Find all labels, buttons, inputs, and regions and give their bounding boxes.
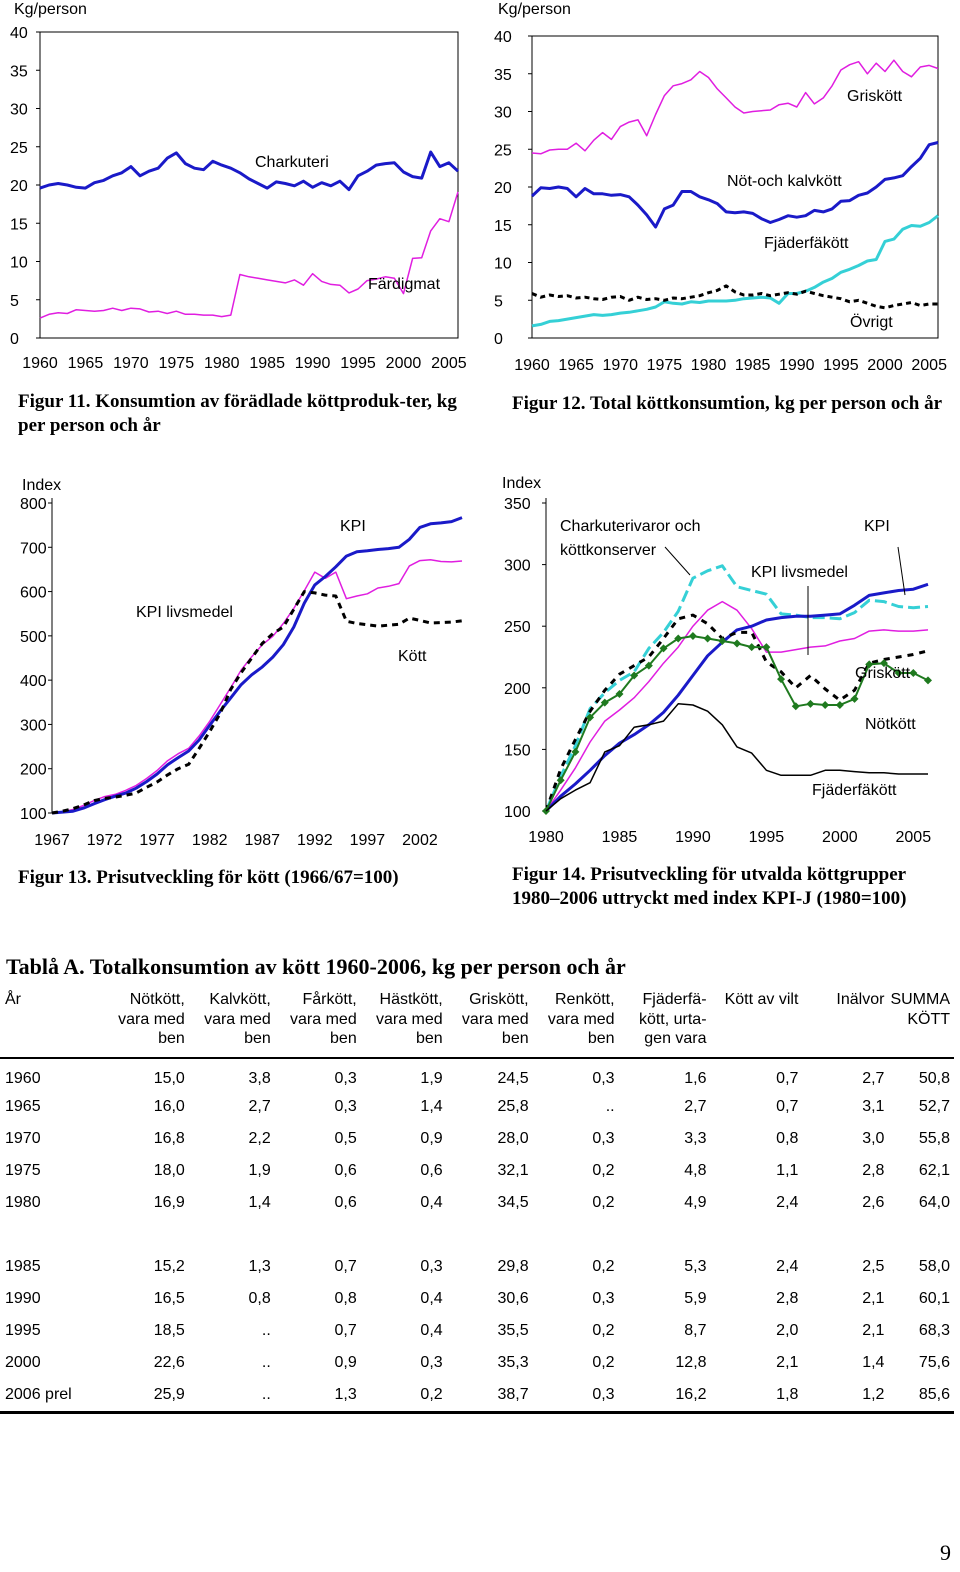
y-tick-label: 30 [494,104,512,122]
table-cell: 52,7 [918,1097,950,1115]
row-year-cell: 2000 [5,1353,41,1371]
table-cell: 0,3 [334,1069,357,1087]
data-point-marker [806,700,814,708]
x-tick-label: 1990 [294,355,331,372]
x-tick-label: 1975 [158,355,195,372]
row-year-cell: 2006 prel [0,1379,91,1413]
y-tick-label: 600 [20,584,47,602]
x-tick-label: 1980 [528,829,564,846]
header-kalvkott: Kalvkött, vara med ben [189,988,275,1058]
table-cell: 2,1 [862,1321,885,1339]
figure-11-svg [0,0,480,380]
table-cell: 1,4 [862,1353,885,1371]
table-cell: 2,8 [776,1289,799,1307]
table-cell: 2,7 [862,1069,885,1087]
table-row [0,1251,954,1283]
x-tick-label: 1967 [34,832,70,849]
table-row [0,1091,954,1123]
table-cell: 85,6 [888,1379,954,1413]
series-label: KPI livsmedel [751,564,848,581]
header-summa: SUMMA KÖTT [888,988,954,1058]
x-tick-label: 1960 [22,355,58,372]
series-label: Griskött [847,88,903,105]
x-tick-label: 1980 [690,357,727,374]
header-fjaderfakott: Fjäderfä- kött, urta- gen vara [619,988,711,1058]
y-tick-label: 20 [494,180,512,197]
table-cell: 0,6 [334,1161,357,1179]
x-tick-label: 1985 [249,355,285,372]
x-tick-label: 1960 [514,357,550,374]
table-cell: 5,3 [684,1257,707,1275]
label-leader-line [898,547,905,595]
table-cell: 0,3 [592,1069,615,1087]
y-tick-label: 300 [504,557,531,575]
table-cell: 0,3 [533,1379,619,1413]
table-cell: 12,8 [675,1353,707,1371]
table-cell: 0,8 [776,1129,799,1147]
x-tick-label: 1975 [646,357,683,374]
table-cell: 18,5 [153,1321,185,1339]
x-tick-label: 1970 [602,357,639,374]
header-farkott: Fårkött, vara med ben [275,988,361,1058]
x-tick-label: 1985 [601,829,638,846]
header-hastkott: Hästkött, vara med ben [361,988,447,1058]
table-body [0,1058,954,1413]
series-label: KPI livsmedel [136,604,233,621]
table-cell: 0,2 [592,1193,615,1211]
y-tick-label: 30 [10,101,28,119]
figure-12-caption: Figur 12. Total köttkonsumtion, kg per person och år [512,393,943,414]
data-point-marker [733,639,741,647]
table-header-row [0,988,954,1058]
table-cell: 2,7 [684,1097,707,1115]
x-tick-label: 1980 [203,355,240,372]
x-tick-label: 1995 [340,355,376,372]
table-cell: 25,9 [91,1379,189,1413]
table-cell: 2,1 [776,1353,799,1371]
table-cell: 35,3 [497,1353,529,1371]
table-cell: 1,6 [684,1069,707,1087]
row-year-cell: 1970 [5,1129,41,1147]
table-cell: 1,4 [248,1193,271,1211]
y-tick-label: 500 [20,628,47,646]
data-point-marker [821,701,829,709]
series-label: Färdigmat [368,276,441,293]
figure-14-chart [480,465,960,855]
table-cell: 62,1 [918,1161,950,1179]
table-cell: 0,4 [420,1289,443,1307]
data-point-marker [689,632,697,640]
series-label: Nötkött [865,716,916,733]
table-cell: 16,9 [153,1193,185,1211]
y-tick-label: 0 [494,331,503,348]
table-cell: 0,3 [592,1129,615,1147]
figure-14-caption: Figur 14. Prisutveckling för utvalda köttgrupper 1980–2006 uttryckt med index KPI-J (1980=100) [512,864,907,909]
x-tick-label: 1972 [86,832,123,849]
table-cell: 0,2 [361,1379,447,1413]
figure-11-chart [0,0,480,380]
x-tick-label: 1995 [748,829,785,846]
y-tick-label: 35 [494,66,512,84]
x-tick-label: 1997 [349,832,386,849]
y-tick-label: 35 [10,63,28,81]
table-cell: 25,8 [497,1097,529,1115]
table-cell: 2,2 [248,1129,271,1147]
y-tick-label: 15 [10,216,28,234]
table-row [0,1283,954,1315]
header-notkott: Nötkött, vara med ben [91,988,189,1058]
table-cell: 1,3 [275,1379,361,1413]
table-cell: 2,1 [862,1289,885,1307]
series-line-0 [40,152,458,190]
series-line-0 [546,566,928,811]
x-tick-label: 2000 [867,357,903,374]
table-cell: 75,6 [918,1353,950,1371]
table-cell: 2,0 [776,1321,799,1339]
data-point-marker [851,695,859,703]
header-griskott: Griskött, vara med ben [447,988,533,1058]
x-tick-label: 2000 [822,829,858,846]
x-tick-label: 2005 [911,357,947,374]
table-cell: 24,5 [497,1069,529,1087]
table-row [0,1058,954,1091]
table-cell: 16,0 [153,1097,185,1115]
y-tick-label: 0 [10,331,19,348]
table-cell: 0,7 [334,1257,357,1275]
x-tick-label: 1990 [675,829,711,846]
data-point-marker [777,675,785,683]
table-cell: 2,8 [862,1161,885,1179]
table-cell: 4,9 [684,1193,707,1211]
data-point-marker [924,676,932,684]
table-row [0,1315,954,1347]
data-point-marker [557,776,565,784]
x-tick-label: 1987 [244,832,281,849]
table-cell: 3,3 [684,1129,707,1147]
x-tick-label: 1995 [823,357,859,374]
table-cell: 1,4 [420,1097,443,1115]
table-cell: 0,9 [334,1353,357,1371]
table-cell: 0,6 [420,1161,443,1179]
y-tick-label: 350 [504,496,531,513]
table-cell: 3,1 [862,1097,885,1115]
series-label: Griskött [855,665,911,682]
table-cell: 0,7 [334,1321,357,1339]
y-tick-label: 200 [20,761,47,779]
table-spacer-row [0,1219,954,1251]
table-cell: 60,1 [918,1289,950,1307]
header-renkott: Renkött, vara med ben [533,988,619,1058]
y-axis-label: Kg/person [498,1,571,18]
x-tick-label: 1992 [297,832,333,849]
y-tick-label: 700 [20,540,47,558]
table-cell: 0,8 [248,1289,271,1307]
table-cell: 16,2 [619,1379,711,1413]
series-label: Fjäderfäkött [812,782,897,799]
series-label: Charkuterivaror och [560,518,701,535]
table-cell: 0,8 [334,1289,357,1307]
y-tick-label: 25 [10,139,28,157]
table-cell: .. [605,1097,615,1115]
x-tick-label: 1965 [67,355,104,372]
table-cell: 32,1 [497,1161,529,1179]
series-label: Kött [398,648,427,665]
table-cell: 0,3 [420,1353,443,1371]
x-tick-label: 2000 [385,355,422,372]
series-line-0 [52,560,462,813]
x-tick-label: 1985 [734,357,771,374]
table-cell: 55,8 [918,1129,950,1147]
row-year-cell: 1990 [5,1289,41,1307]
table-cell: 0,2 [592,1321,615,1339]
series-label: Fjäderfäkött [764,235,849,252]
figure-12-chart [480,0,960,380]
table-cell: 50,8 [918,1069,950,1087]
table-cell: .. [261,1321,271,1339]
table-cell: 0,6 [334,1193,357,1211]
row-year-cell: 1975 [5,1161,41,1179]
table-cell: 0,2 [592,1353,615,1371]
y-tick-label: 5 [10,292,19,310]
table-cell: 68,3 [918,1321,950,1339]
x-tick-label: 2005 [431,355,467,372]
table-cell: 16,5 [153,1289,185,1307]
table-cell: 0,9 [420,1129,443,1147]
row-year-cell: 1965 [5,1097,41,1115]
series-label: KPI [864,518,890,535]
y-tick-label: 150 [504,742,531,760]
table-cell: 28,0 [497,1129,529,1147]
x-tick-label: 2002 [402,832,438,849]
series-line-0 [532,60,938,154]
series-line-1 [546,602,928,811]
table-row [0,1379,954,1413]
y-tick-label: 15 [494,217,512,235]
data-point-marker [748,643,756,651]
table-cell: 16,8 [153,1129,185,1147]
y-tick-label: 100 [20,806,47,823]
table-cell: 0,7 [776,1069,799,1087]
x-tick-label: 2005 [895,829,932,846]
table-cell: 0,2 [592,1257,615,1275]
table-cell: 1,3 [248,1257,271,1275]
y-tick-label: 20 [10,178,28,195]
data-point-marker [836,701,844,709]
table-cell: 2,6 [862,1193,885,1211]
row-year-cell: 1995 [5,1321,41,1339]
figure-13-svg [0,465,480,855]
row-year-cell: 1985 [5,1257,41,1275]
series-line-1 [40,192,458,318]
table-cell: 58,0 [918,1257,950,1275]
table-cell: 0,3 [334,1097,357,1115]
table-cell: 8,7 [684,1321,707,1339]
y-tick-label: 100 [504,804,531,821]
table-cell: 2,4 [776,1193,799,1211]
table-row [0,1155,954,1187]
table-cell: 1,2 [802,1379,888,1413]
y-tick-label: 40 [494,29,512,46]
table-cell: 0,4 [420,1321,443,1339]
table-cell: 0,3 [592,1289,615,1307]
y-tick-label: 400 [20,673,47,691]
figure-13-caption: Figur 13. Prisutveckling för kött (1966/67=100) [18,867,399,888]
table-cell: 1,8 [711,1379,803,1413]
consumption-table [0,988,954,1414]
series-line-2 [52,592,462,813]
header-inalvor: Inälvor [802,988,888,1058]
data-point-marker [762,643,770,651]
table-cell: 0,5 [334,1129,357,1147]
table-cell: 2,4 [776,1257,799,1275]
table-cell: 15,2 [153,1257,185,1275]
series-line-2 [546,584,928,811]
figure-14-svg [480,465,960,855]
series-label: köttkonserver [560,542,657,559]
y-tick-label: 40 [10,25,28,42]
table-row [0,1123,954,1155]
page-number: 9 [940,1540,951,1565]
table-cell: 0,3 [420,1257,443,1275]
x-tick-label: 1990 [778,357,815,374]
figure-13-chart [0,465,480,855]
y-tick-label: 300 [20,717,47,735]
table-cell: 38,7 [447,1379,533,1413]
table-cell: 22,6 [153,1353,185,1371]
table-cell: 35,5 [497,1321,529,1339]
y-tick-label: 10 [10,254,28,272]
series-line-1 [52,518,462,813]
table-cell: 29,8 [497,1257,529,1275]
series-label: Charkuteri [255,154,329,171]
table-cell: 34,5 [497,1193,529,1211]
y-axis-label: Kg/person [14,1,87,18]
series-line-3 [532,286,938,308]
table-cell: 30,6 [497,1289,529,1307]
table-cell: 1,9 [248,1161,271,1179]
table-cell: 3,8 [248,1069,271,1087]
y-axis-label: Index [22,477,62,494]
data-point-marker [792,702,800,710]
table-cell: 4,8 [684,1161,707,1179]
figure-12-svg [480,0,960,380]
table-cell: 0,4 [420,1193,443,1211]
data-point-marker [704,635,712,643]
table-spacer-cell [0,1219,954,1251]
x-tick-label: 1982 [191,832,228,849]
table-cell: 2,5 [862,1257,885,1275]
header-year: År [0,988,91,1058]
y-tick-label: 5 [494,293,503,311]
table-cell: 18,0 [153,1161,185,1179]
table-cell: 0,7 [776,1097,799,1115]
table-title: Tablå A. Totalkonsumtion av kött 1960-2006, kg per person och år [6,954,626,979]
y-tick-label: 10 [494,255,512,273]
y-tick-label: 200 [504,680,531,698]
table-cell: 3,0 [862,1129,885,1147]
x-tick-label: 1965 [558,357,594,374]
table-cell: 64,0 [918,1193,950,1211]
table-cell: 15,0 [153,1069,185,1087]
y-tick-label: 25 [494,142,512,160]
y-axis-label: Index [502,475,542,492]
figure-11-caption: Figur 11. Konsumtion av förädlade köttproduk-ter, kg per person och år [18,391,457,436]
row-year-cell: 1980 [5,1193,41,1211]
y-tick-label: 250 [504,619,531,637]
table-cell: 0,2 [592,1161,615,1179]
series-label: Nöt-och kalvkött [727,173,842,190]
x-tick-label: 1977 [139,832,175,849]
series-line-2 [532,216,938,326]
table-cell: .. [189,1379,275,1413]
table-cell: 1,9 [420,1069,443,1087]
row-year-cell: 1960 [5,1069,41,1087]
x-tick-label: 1970 [113,355,149,372]
label-leader-line [665,547,690,575]
table-cell: .. [261,1353,271,1371]
table-cell: 2,7 [248,1097,271,1115]
series-label: KPI [340,518,366,535]
header-vilt: Kött av vilt [711,988,803,1058]
table-cell: 5,9 [684,1289,707,1307]
y-tick-label: 800 [20,496,47,513]
table-cell: 1,1 [776,1161,799,1179]
data-point-marker [909,669,917,677]
table-row [0,1187,954,1219]
table-row [0,1347,954,1379]
series-label: Övrigt [850,314,893,331]
